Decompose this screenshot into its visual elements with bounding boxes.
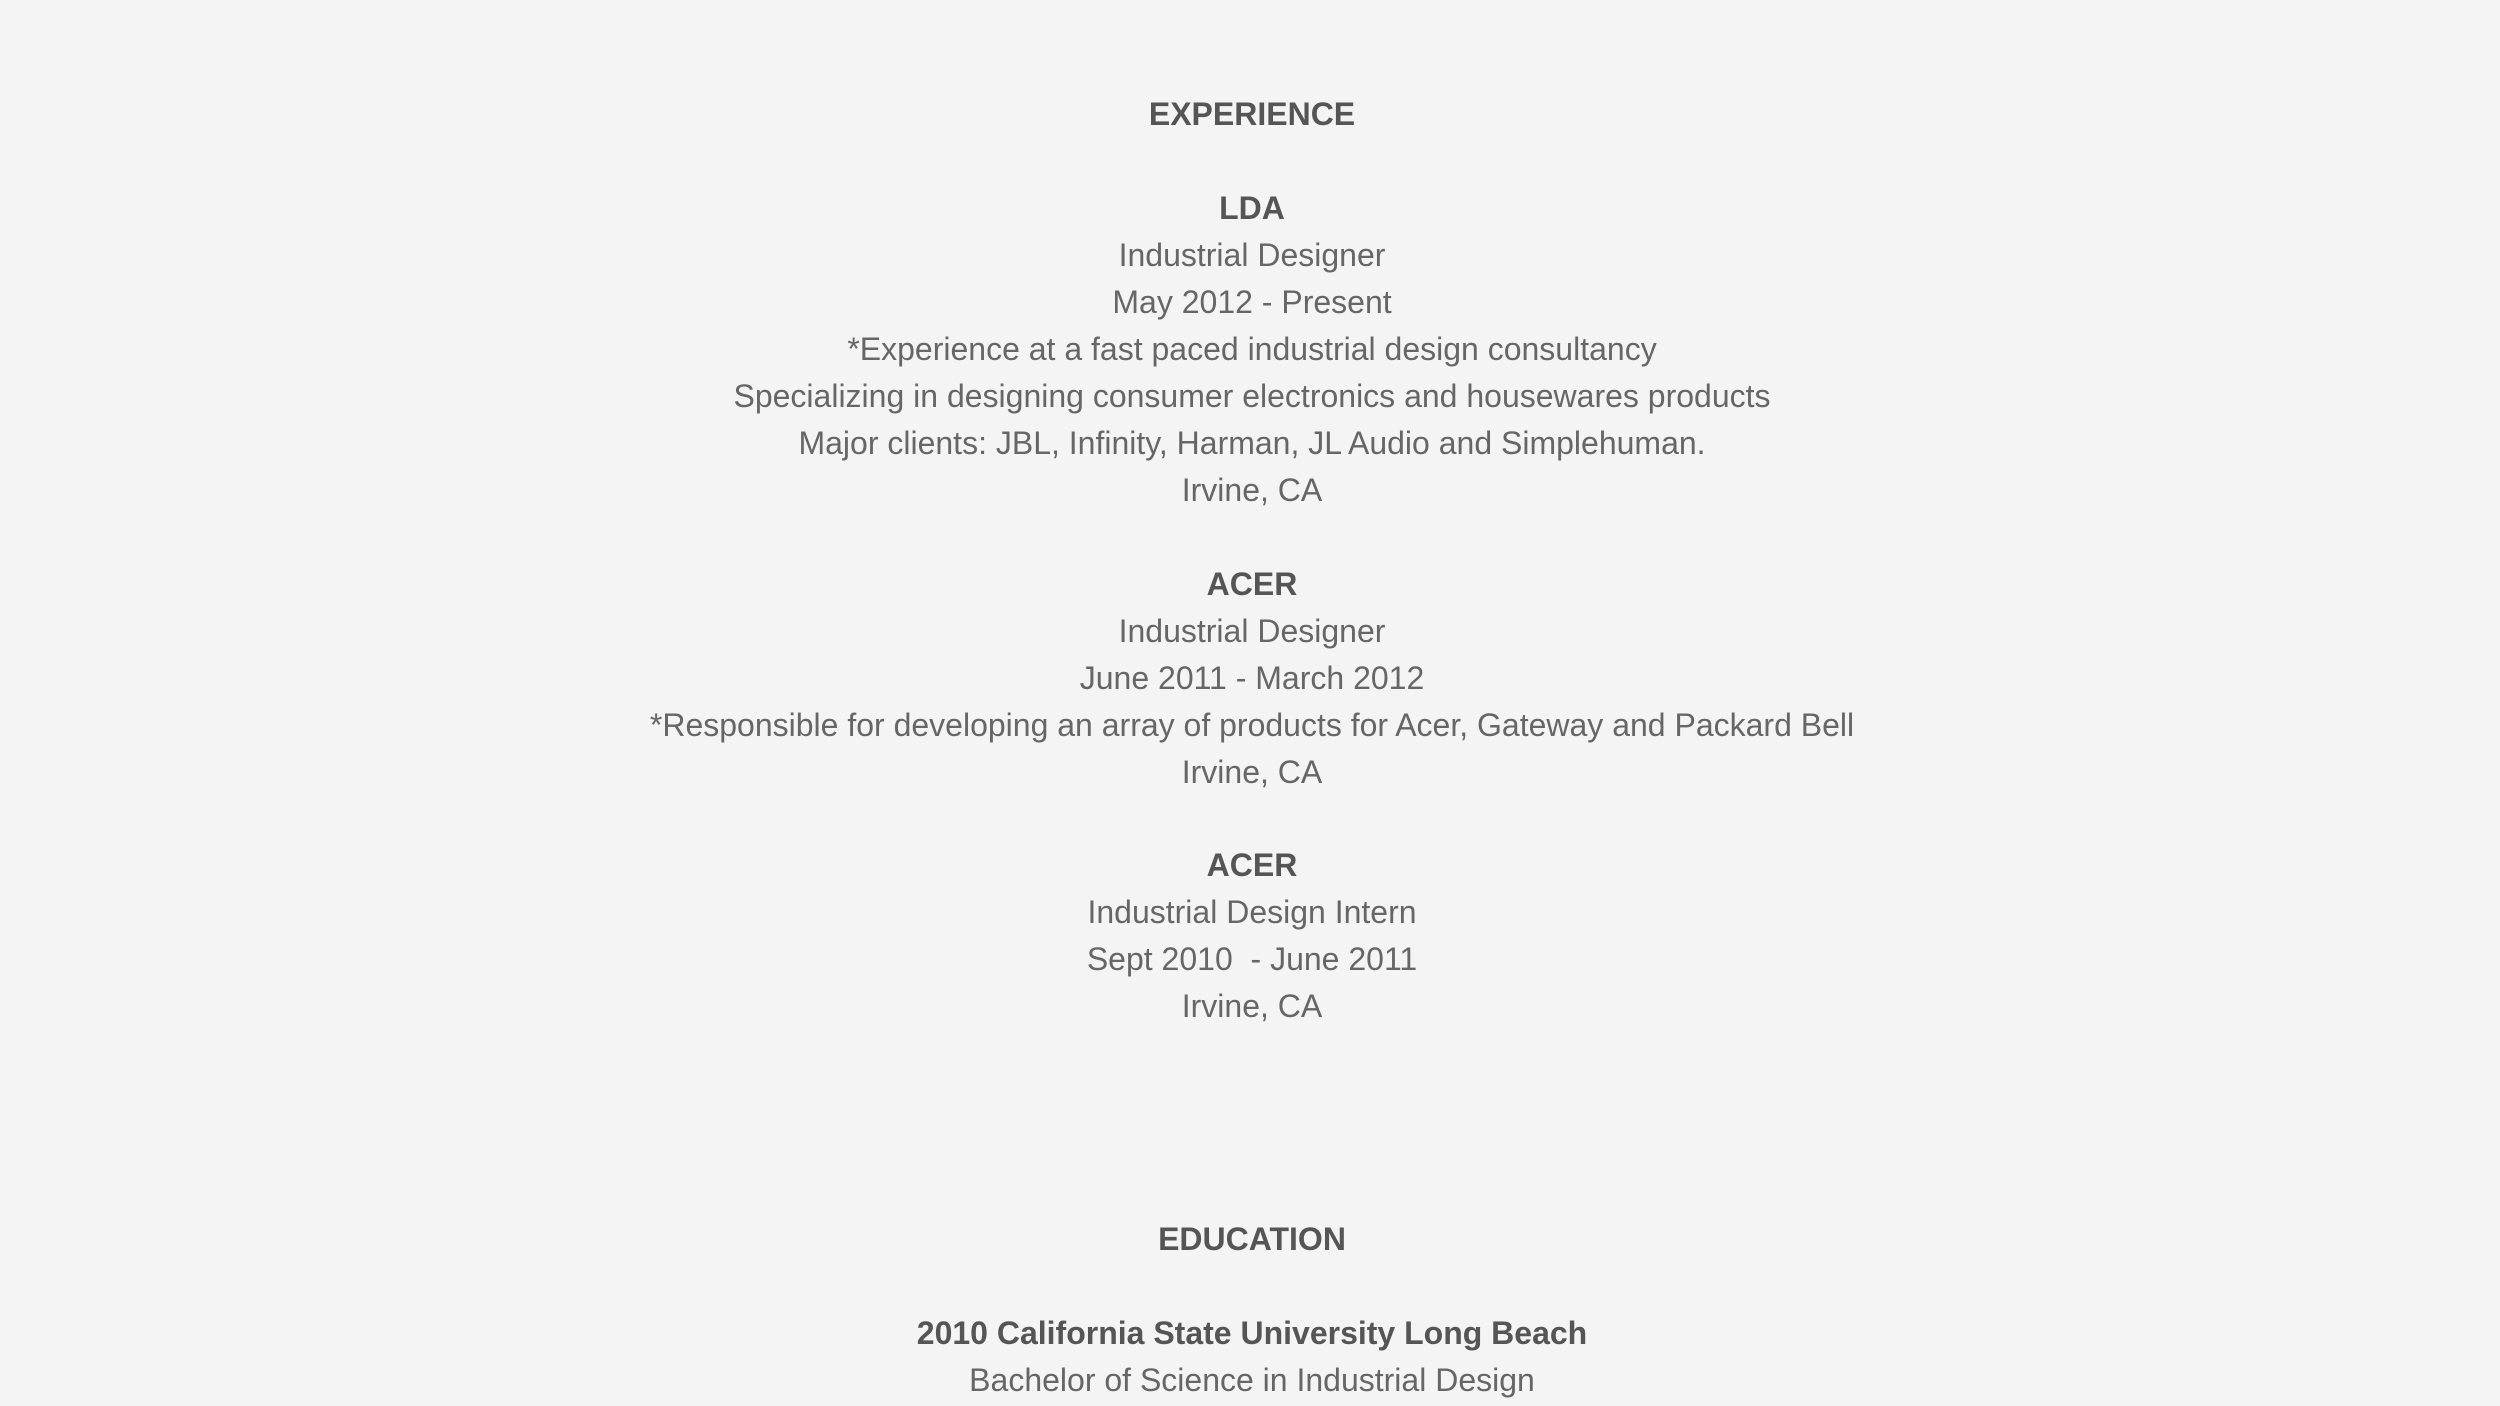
job-detail: Specializing in designing consumer electronics and housewares products [733,378,1771,414]
experience-entry-acer-designer [0,561,2500,796]
company-name: LDA [1219,190,1285,226]
experience-entry-lda [0,185,2500,514]
job-title: Industrial Design Intern [1087,894,1417,930]
degree: Bachelor of Science in Industrial Design [969,1362,1535,1398]
job-location: Irvine, CA [1181,472,1323,508]
experience-entry-acer-intern [0,842,2500,1030]
school-name: 2010 California State University Long Beach [916,1315,1588,1351]
job-location: Irvine, CA [1181,988,1323,1024]
job-dates: May 2012 - Present [1112,284,1392,320]
job-title: Industrial Designer [1118,613,1386,649]
job-title: Industrial Designer [1118,237,1386,273]
job-detail: *Responsible for developing an array of products for Acer, Gateway and Packard Bell [649,707,1855,743]
education-heading: EDUCATION [1158,1221,1346,1257]
company-name: ACER [1206,847,1298,883]
experience-heading: EXPERIENCE [1148,96,1356,132]
experience-section [0,91,2500,138]
education-entry [0,1310,2500,1404]
company-name: ACER [1206,566,1298,602]
job-detail: Major clients: JBL, Infinity, Harman, JL Audio and Simplehuman. [798,425,1706,461]
job-detail: *Experience at a fast paced industrial design consultancy [847,331,1657,367]
education-section [0,1216,2500,1263]
job-dates: Sept 2010 - June 2011 [1086,941,1418,977]
job-dates: June 2011 - March 2012 [1079,660,1425,696]
job-location: Irvine, CA [1181,754,1323,790]
